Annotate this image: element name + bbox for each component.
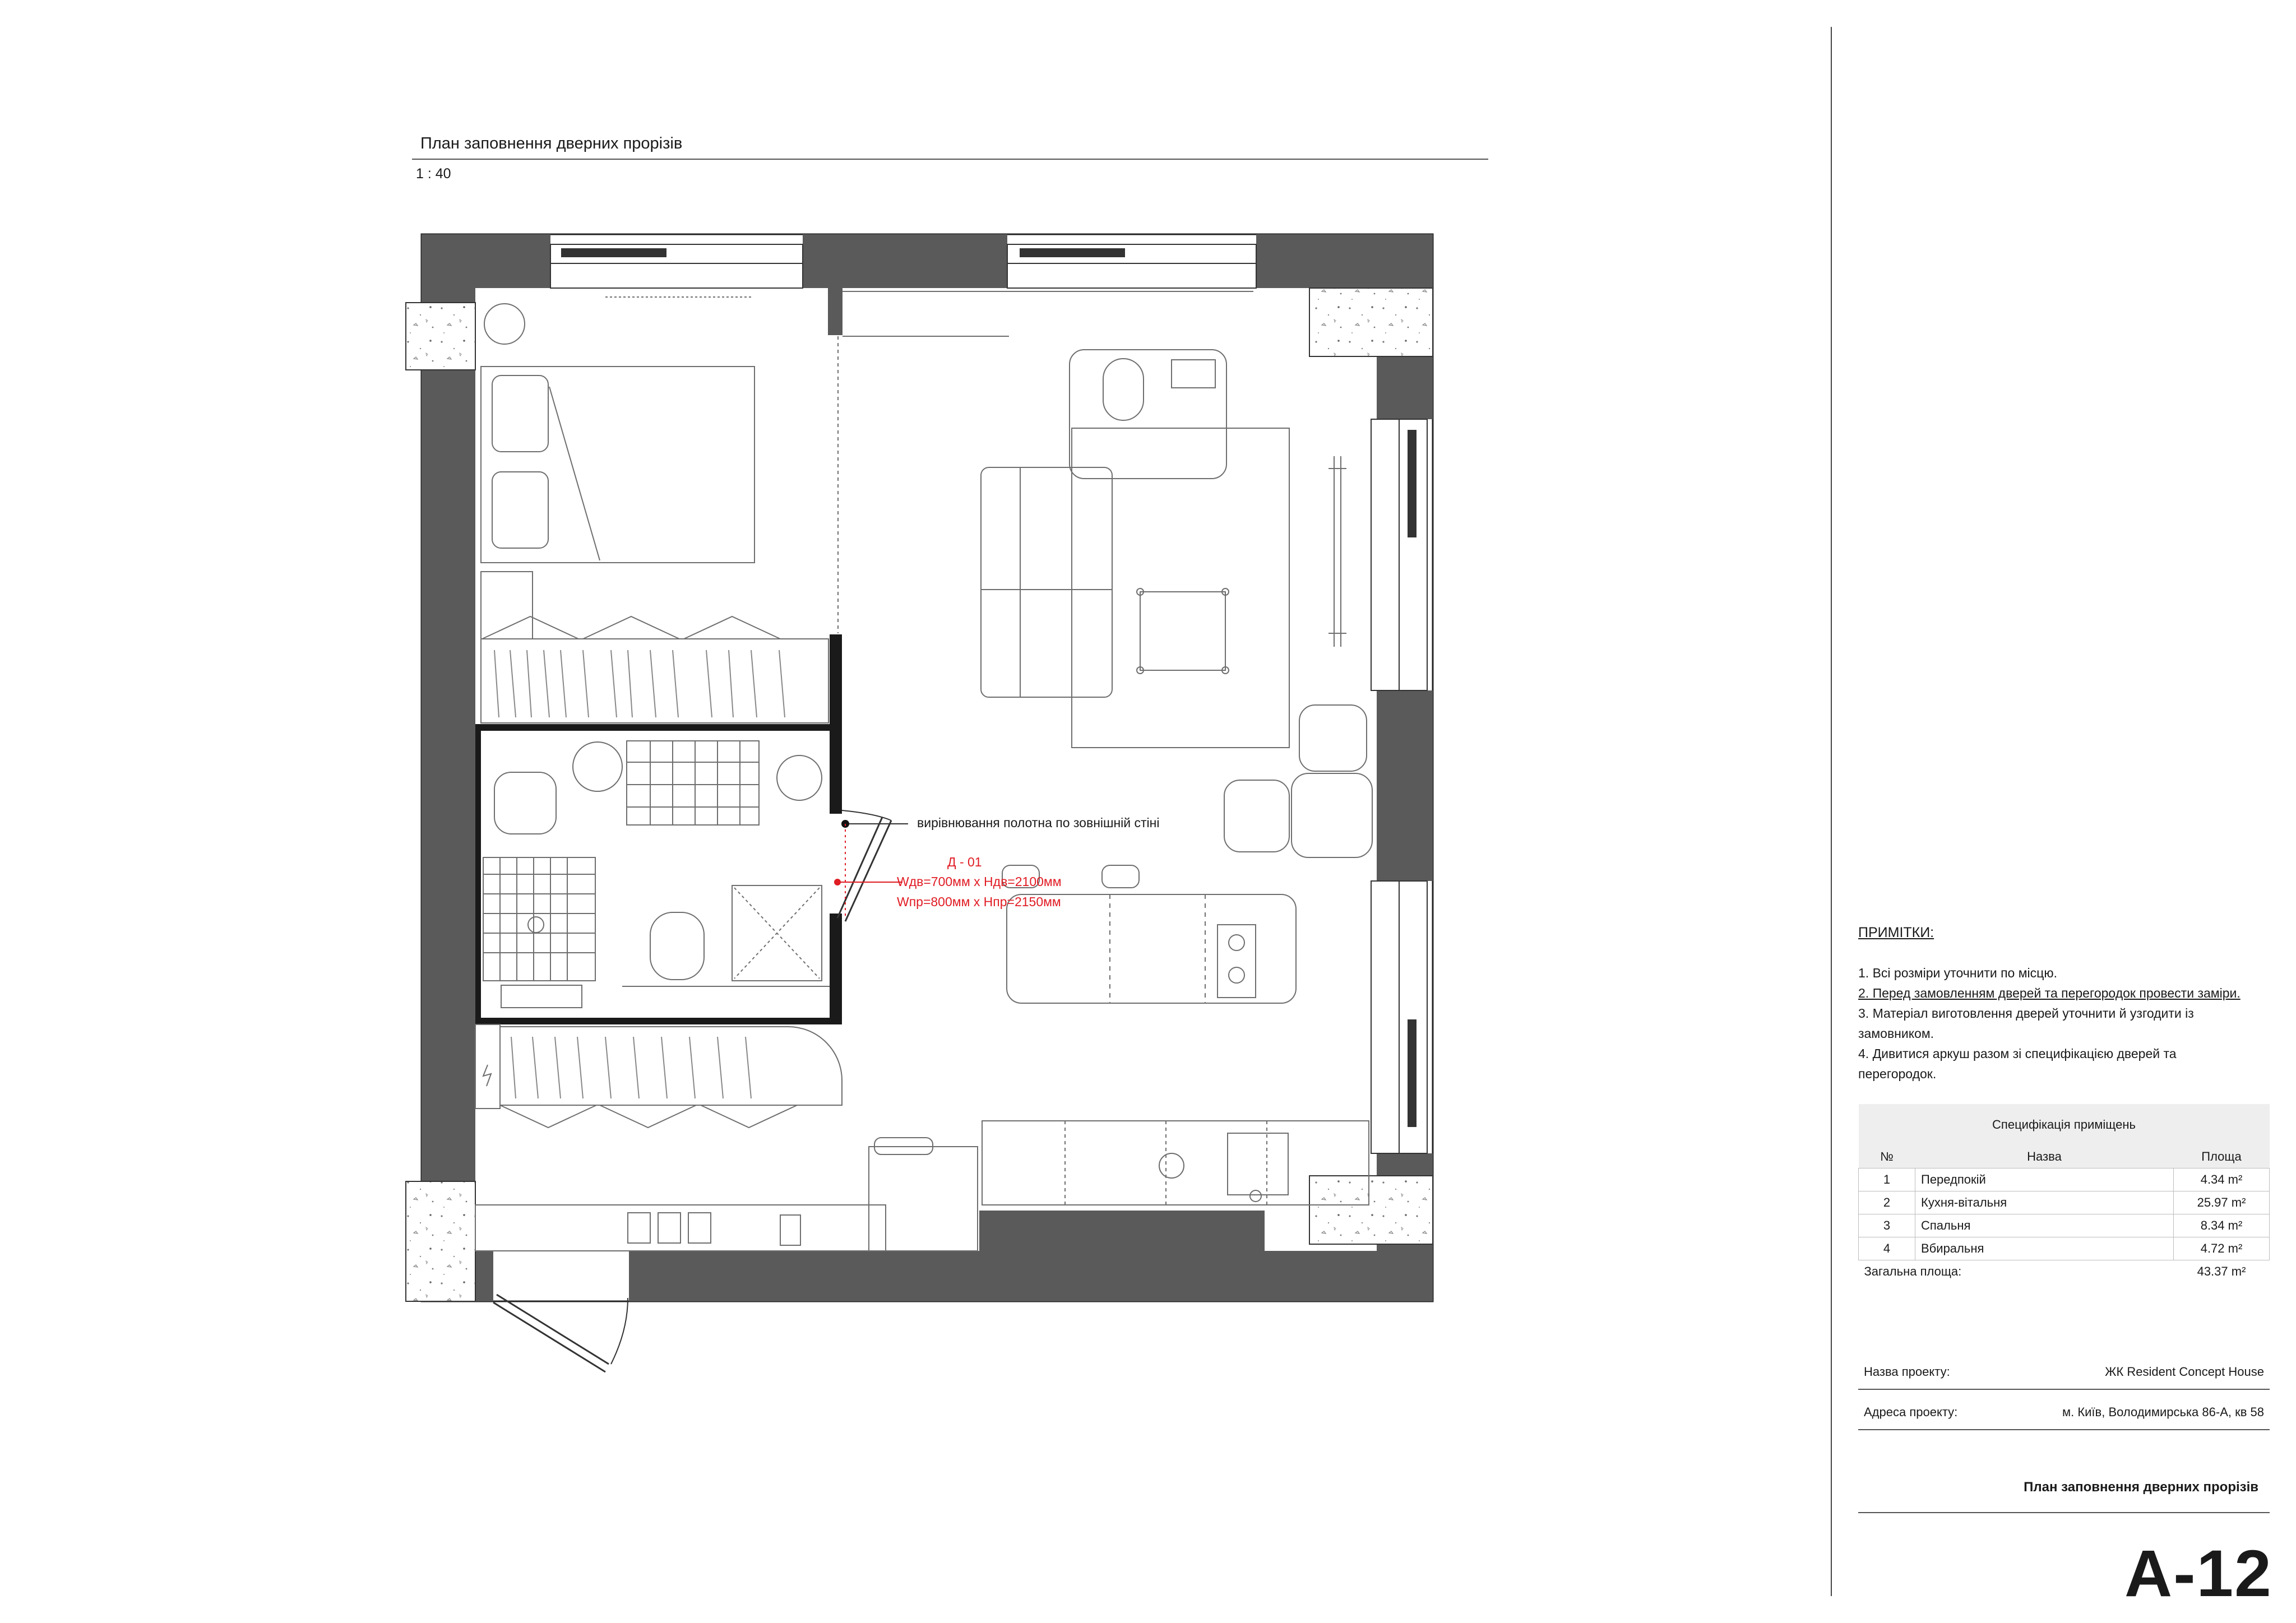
windows xyxy=(550,244,1427,1153)
note-item: 2. Перед замовленням дверей та перегородок провести заміри. xyxy=(1858,986,2241,1000)
room-area: 4.72 m² xyxy=(2174,1237,2270,1260)
note-item: перегородок. xyxy=(1858,1066,1937,1081)
alignment-note: вирівнювання полотна по зовнішній стіні xyxy=(917,815,1160,830)
furniture-lines xyxy=(475,291,1372,1251)
interior-walls xyxy=(475,634,842,1024)
spec-col-name: Назва xyxy=(1915,1146,2174,1168)
entrance-door-swing xyxy=(493,1295,628,1372)
total-row xyxy=(1859,1260,2270,1283)
notes-title: ПРИМІТКИ: xyxy=(1858,925,1934,940)
drawing-scale: 1 : 40 xyxy=(416,166,451,182)
notes-list xyxy=(1858,963,2284,1084)
table-row xyxy=(1859,1237,2270,1260)
sheet-rule xyxy=(1858,1512,2270,1513)
note-item: 1. Всі розміри уточнити по місцю. xyxy=(1858,966,2057,980)
project-address-value: м. Київ, Володимирська 86-А, кв 58 xyxy=(2062,1405,2264,1419)
total-label: Загальна площа: xyxy=(1864,1264,1962,1278)
room-area: 8.34 m² xyxy=(2174,1214,2270,1237)
total-value: 43.37 m² xyxy=(2197,1264,2246,1278)
room-number: 3 xyxy=(1859,1214,1915,1237)
table-row xyxy=(1859,1168,2270,1191)
project-address-label: Адреса проекту: xyxy=(1864,1405,1958,1419)
table-row xyxy=(1859,1191,2270,1214)
room-number: 2 xyxy=(1859,1191,1915,1214)
title-rule xyxy=(412,159,1488,160)
door-size-leaf: Wдв=700мм х Hдв=2100мм xyxy=(897,874,1062,889)
drawing-title: План заповнення дверних прорізів xyxy=(420,135,683,152)
spec-col-number: № xyxy=(1859,1146,1915,1168)
door-mark: Д - 01 xyxy=(947,855,982,869)
spec-table-title: Специфікація приміщень xyxy=(1859,1104,2270,1146)
room-name: Спальня xyxy=(1915,1214,2174,1237)
room-spec-table xyxy=(1858,1104,2270,1283)
project-name-label: Назва проекту: xyxy=(1864,1365,1950,1379)
room-area: 25.97 m² xyxy=(2174,1191,2270,1214)
room-number: 4 xyxy=(1859,1237,1915,1260)
titleblock-divider xyxy=(1831,27,1832,1596)
note-item: замовником. xyxy=(1858,1026,1934,1041)
room-name: Вбиральня xyxy=(1915,1237,2174,1260)
room-number: 1 xyxy=(1859,1168,1915,1191)
concrete-columns xyxy=(406,288,1433,1301)
room-area: 4.34 m² xyxy=(2174,1168,2270,1191)
door-size-opening: Wпр=800мм х Hпр=2150мм xyxy=(897,894,1061,909)
project-name-row xyxy=(1858,1355,2270,1390)
project-name-value: ЖК Resident Concept House xyxy=(2105,1365,2264,1379)
note-item: 4. Дивитися аркуш разом зі специфікацією дверей та xyxy=(1858,1046,2177,1061)
note-item: 3. Матеріал виготовлення дверей уточнити й узгодити із xyxy=(1858,1006,2194,1021)
spec-col-area: Площа xyxy=(2174,1146,2270,1168)
sheet-name: План заповнення дверних прорізів xyxy=(2024,1480,2258,1495)
room-name: Кухня-вітальня xyxy=(1915,1191,2174,1214)
project-address-row xyxy=(1858,1395,2270,1430)
sheet-code: А-12 xyxy=(2124,1537,2272,1611)
table-row xyxy=(1859,1214,2270,1237)
room-name: Передпокій xyxy=(1915,1168,2174,1191)
